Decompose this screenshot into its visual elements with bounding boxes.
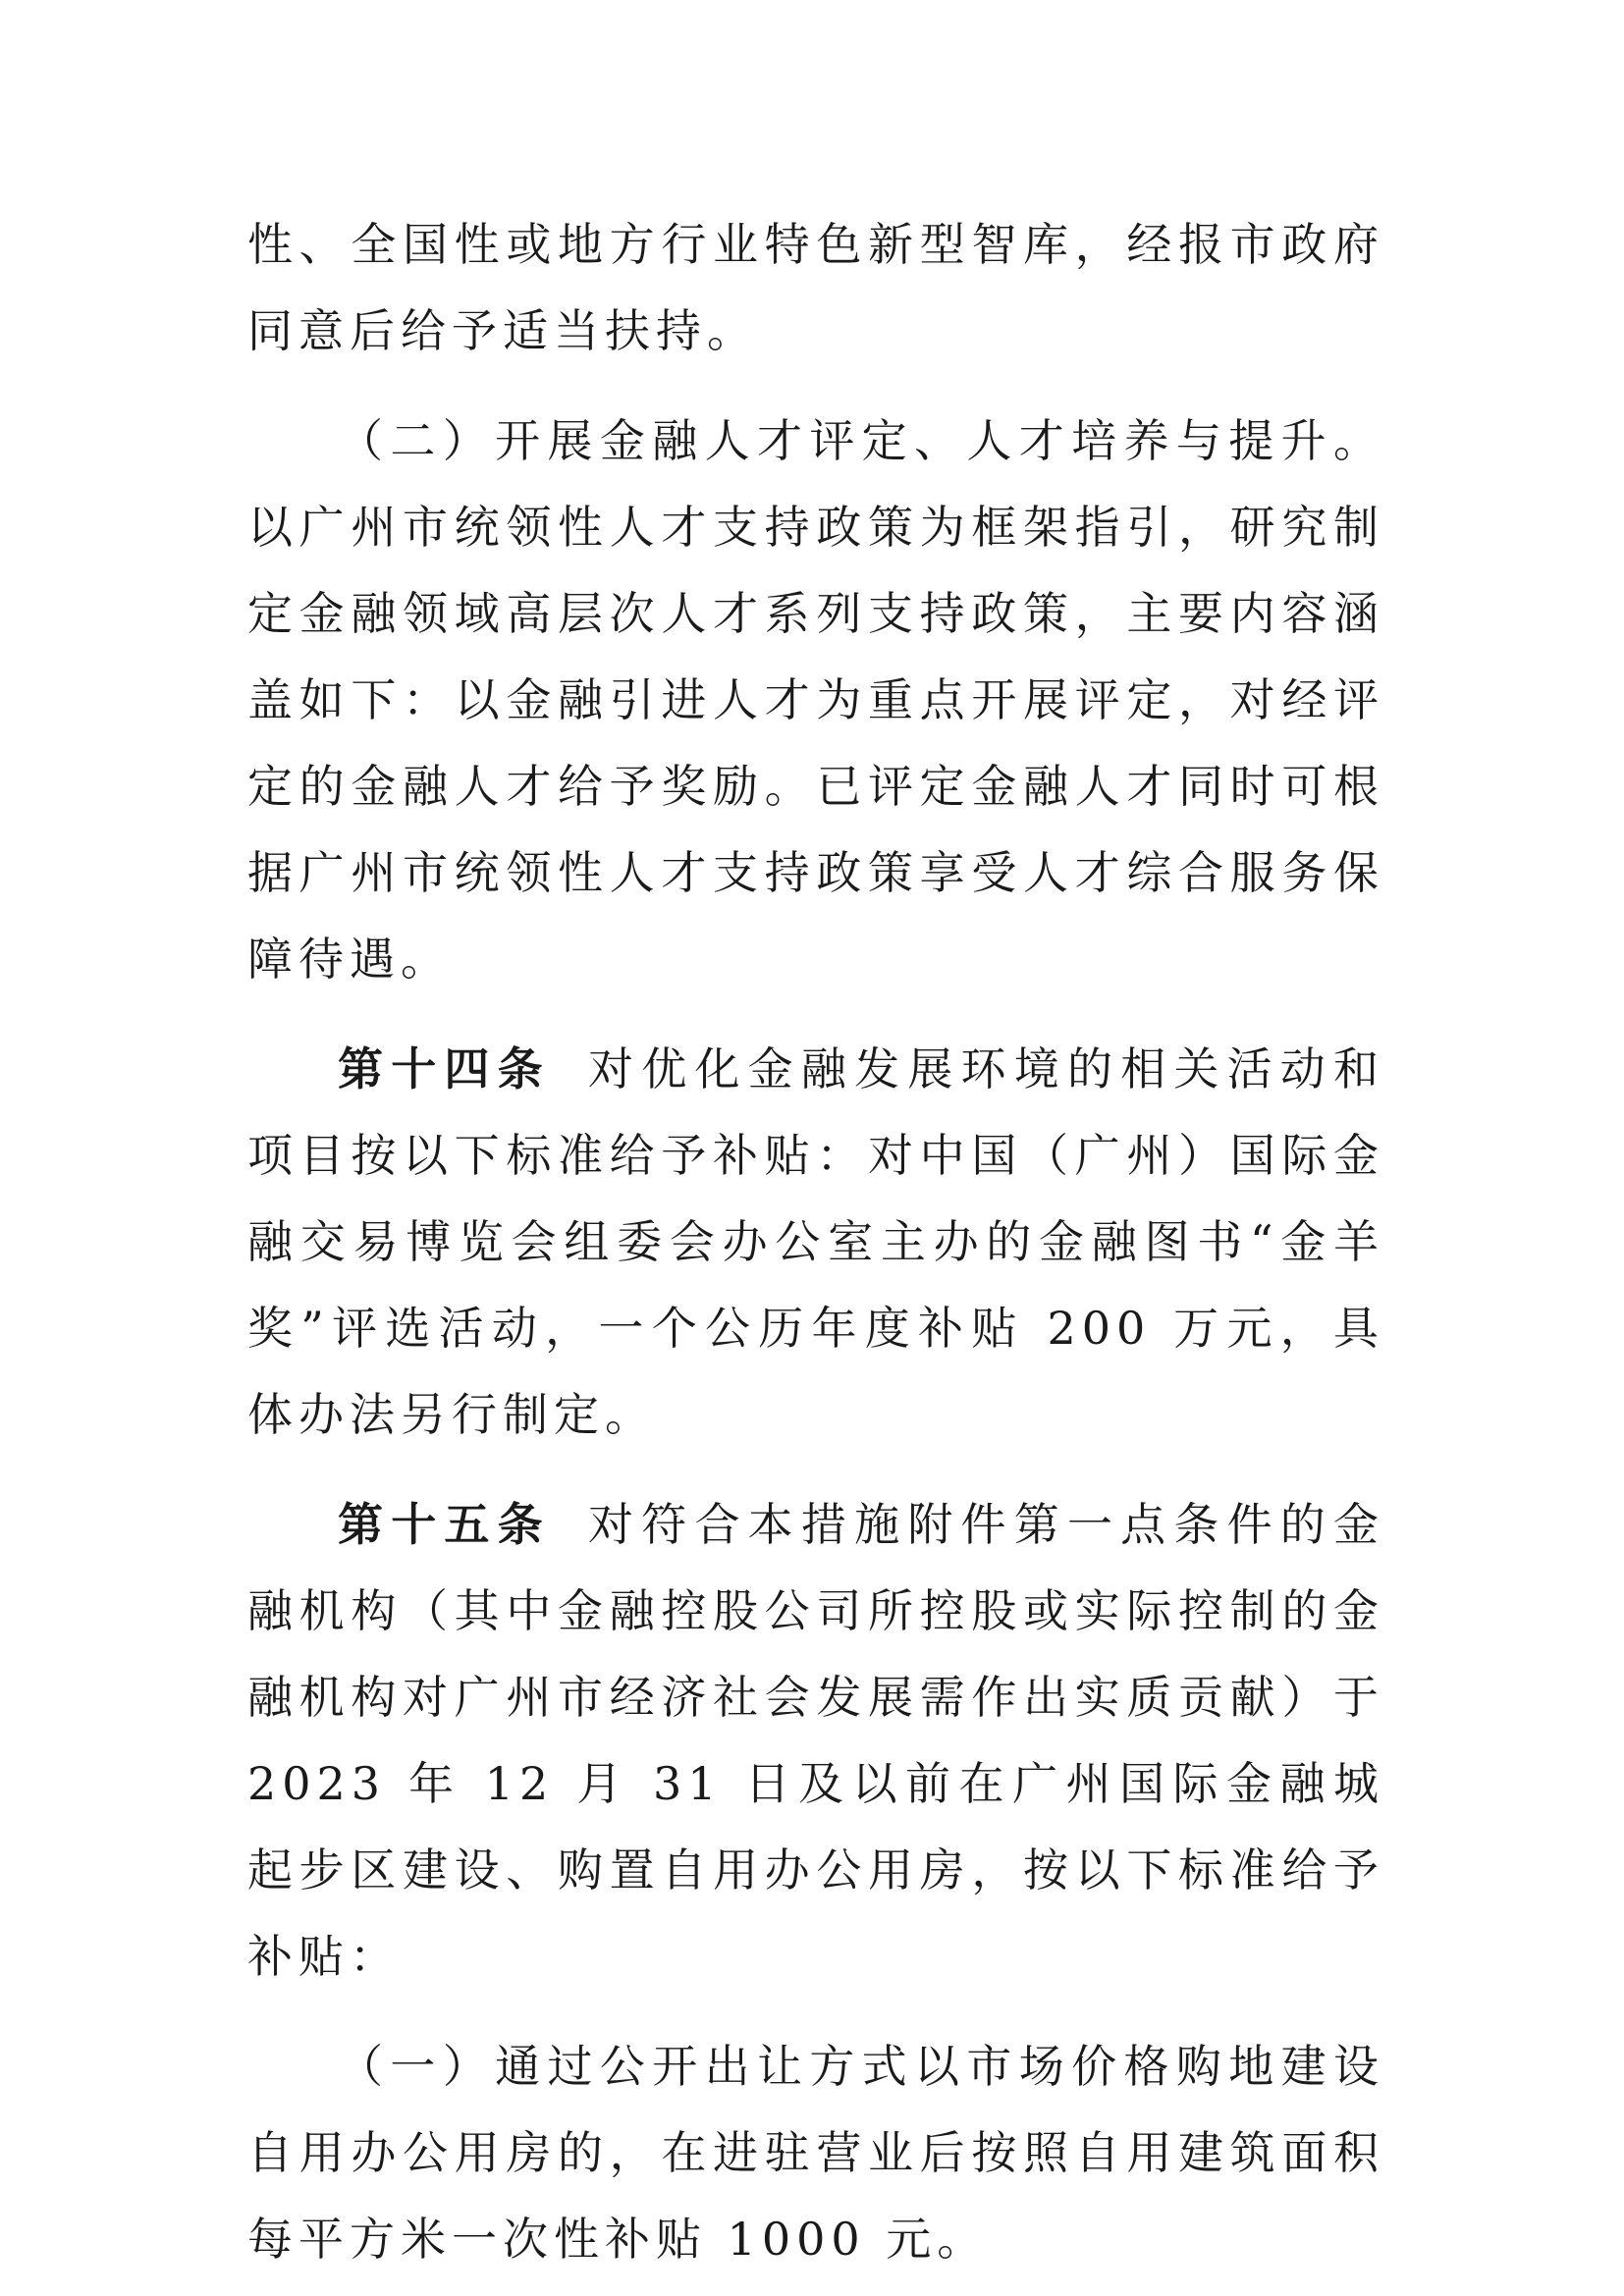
paragraph-talent-evaluation: （二）开展金融人才评定、人才培养与提升。以广州市统领性人才支持政策为框架指引，研究制定金融领域高层次人才系列支持政策，主要内容涵盖如下：以金融引进人才为重点开展评定，对经评定的金融人才给予奖励。已评定金融人才同时可根据广州市统领性人才支持政策享受人才综合服务保障待遇。 [247,414,1384,986]
document-page [247,201,1384,2282]
article-number-15: 第十五条 [338,1498,551,1551]
article-number-14: 第十四条 [338,1042,551,1095]
paragraph-continuation: 性、全国性或地方行业特色新型智库，经报市政府同意后给予适当扶持。 [247,218,1384,357]
paragraph-article-15 [247,1481,1384,2000]
article-15-body: 对符合本措施附件第一点条件的金融机构（其中金融控股公司所控股或实际控制的金融机构对广州市经济社会发展需作出实质贡献）于 2023 年 12 月 31 日及以前在广州国际金融城起步区建设、购置自用办公用房，按以下标准给予补贴： [247,1498,1385,1983]
article-14-body: 对优化金融发展环境的相关活动和项目按以下标准给予补贴：对中国（广州）国际金融交易博览会组委会办公室主办的金融图书“金羊奖”评选活动，一个公历年度补贴 200 万元，具体办法另行制定。 [247,1042,1385,1441]
paragraph-subsidy-item-1: （一）通过公开出让方式以市场价格购地建设自用办公用房的，在进驻营业后按照自用建筑面积每平方米一次性补贴 1000 元。 [247,2040,1384,2266]
paragraph-article-14 [247,1026,1384,1458]
